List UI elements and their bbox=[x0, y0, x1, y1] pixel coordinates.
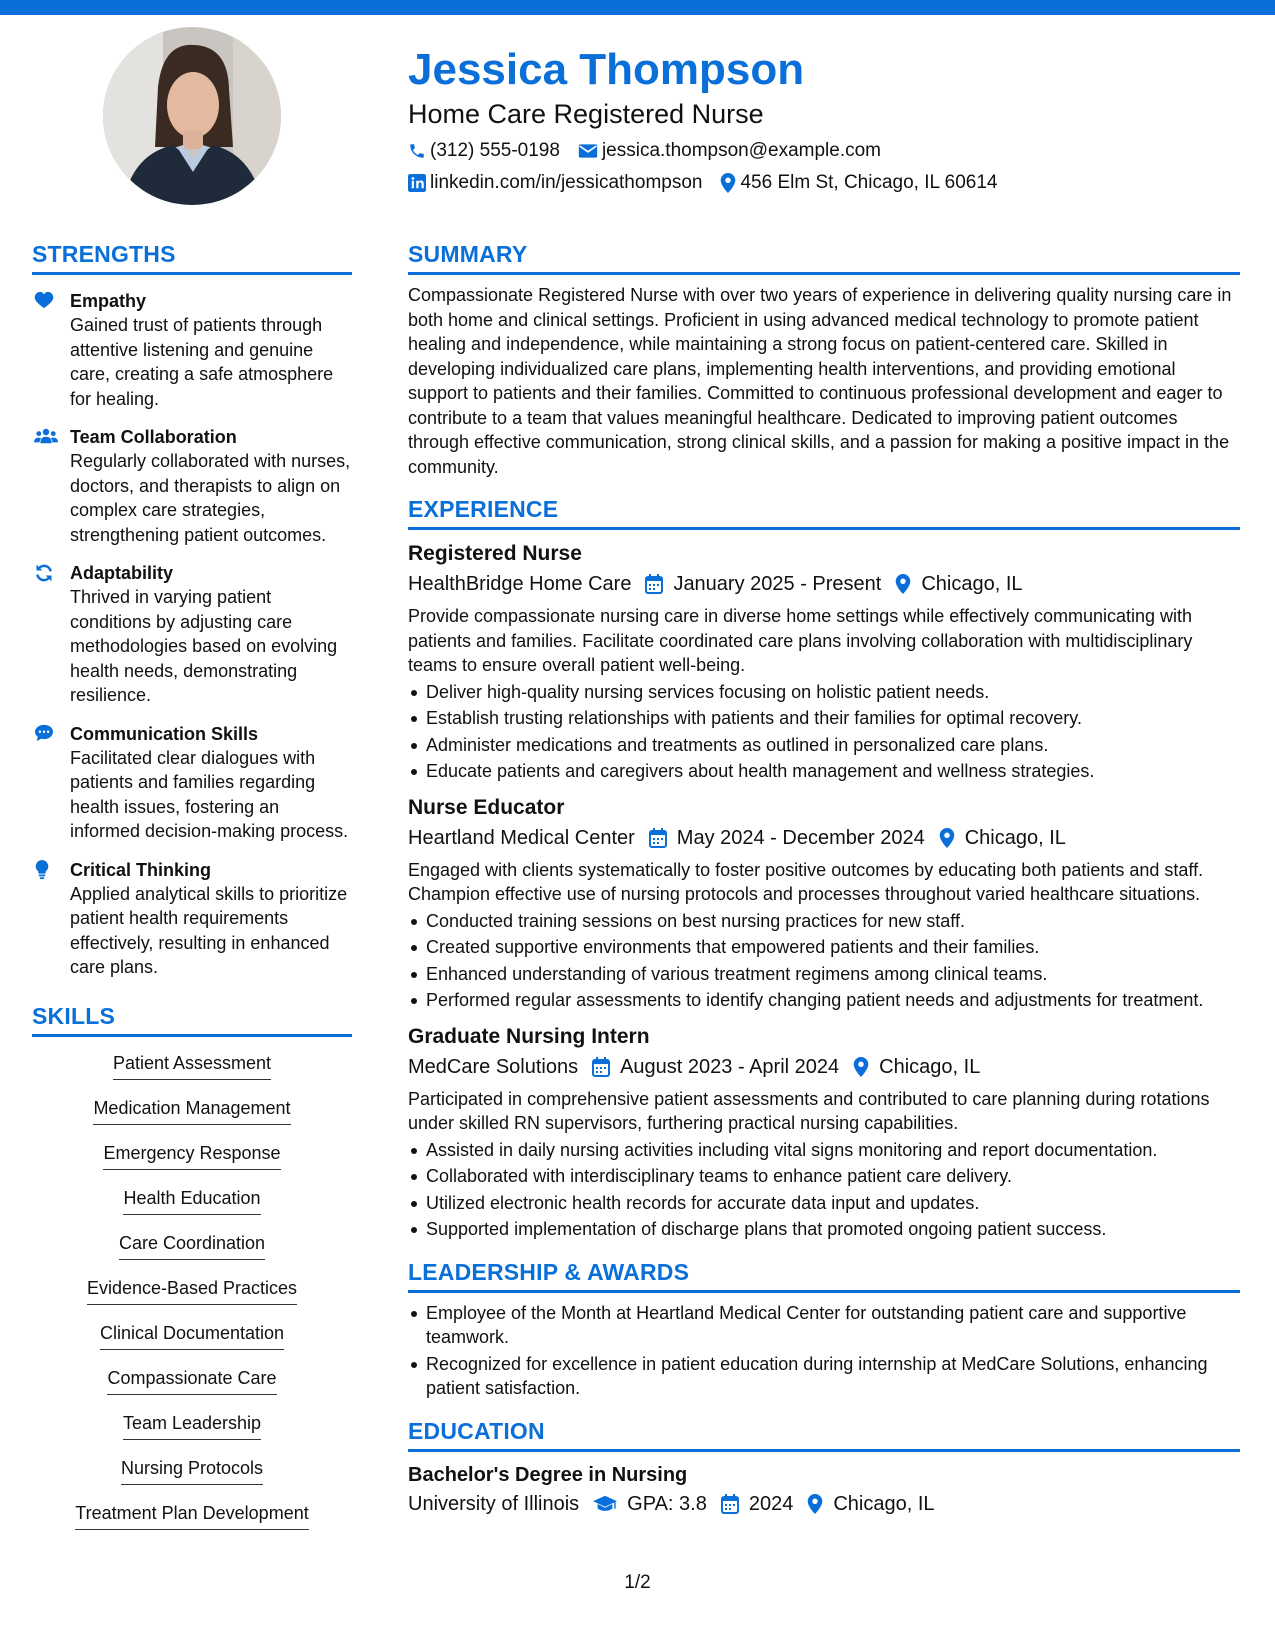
graduation-year: 2024 bbox=[748, 1492, 794, 1515]
bullet-item: Deliver high-quality nursing services focusing on holistic patient needs. bbox=[408, 680, 1240, 705]
gpa: GPA: 3.8 bbox=[627, 1492, 707, 1515]
heart-icon bbox=[34, 291, 54, 309]
company-name: MedCare Solutions bbox=[408, 1055, 579, 1078]
summary-heading: SUMMARY bbox=[408, 241, 528, 267]
job-bullets bbox=[408, 1138, 1240, 1242]
education-heading: EDUCATION bbox=[408, 1417, 545, 1444]
school-name: University of Illinois bbox=[408, 1492, 580, 1515]
candidate-name: Jessica Thompson bbox=[408, 45, 805, 94]
job-entry bbox=[408, 1023, 1240, 1242]
awards-section bbox=[408, 1258, 1240, 1401]
phone[interactable] bbox=[408, 139, 560, 163]
map-pin-icon bbox=[807, 1494, 823, 1514]
job-description: Provide compassionate nursing care in diverse home settings while effectively communicating with patients and families. Facilitate coordinated care plans involving collaboration with multidisciplinary teams to ensure overall patient well-being. bbox=[408, 606, 1193, 675]
job-meta bbox=[408, 1053, 1240, 1081]
job-location: Chicago, IL bbox=[921, 573, 1023, 595]
email[interactable] bbox=[578, 139, 881, 163]
experience-rule bbox=[408, 527, 1240, 530]
job-entry bbox=[408, 794, 1240, 1013]
bullet-item: Enhanced understanding of various treatment regimens among clinical teams. bbox=[408, 962, 1240, 987]
job-meta bbox=[408, 824, 1240, 852]
candidate-title: Home Care Registered Nurse bbox=[408, 99, 764, 129]
strengths-rule bbox=[32, 272, 352, 275]
bullet-item: Performed regular assessments to identify changing patient needs and adjustments for treatment. bbox=[408, 988, 1240, 1013]
profile-photo bbox=[103, 27, 281, 205]
phone-icon bbox=[408, 142, 426, 160]
strength-desc: Thrived in varying patient conditions by adjusting care methodologies based on evolving health needs, demonstrating resilience. bbox=[70, 587, 338, 705]
job-bullets bbox=[408, 909, 1240, 1013]
skills-list bbox=[32, 1051, 352, 1546]
strength-desc: Gained trust of patients through attentive listening and genuine care, creating a safe atmosphere for healing. bbox=[70, 315, 334, 409]
left-column bbox=[32, 240, 352, 1546]
summary-text: Compassionate Registered Nurse with over two years of experience in delivering quality nursing care in both home and clinical settings. Proficient in using advanced medical technology to promote patient healing and independence, while maintaining a strong focus on patient-centered care. Skilled in developing individualized care plans, implementing health interventions, and providing emotional support to patients and their families. Committed to continuous professional development and eager to contribute to a team that values meaningful healthcare. Dedicated to improving patient outcomes through effective communication, strong clinical skills, and a passion for making a positive impact in the community. bbox=[408, 285, 1232, 477]
job-dates: August 2023 - April 2024 bbox=[620, 1055, 840, 1078]
bullet-item: Utilized electronic health records for accurate data input and updates. bbox=[408, 1191, 1240, 1216]
top-accent-bar bbox=[0, 0, 1275, 15]
job-entry bbox=[408, 540, 1240, 784]
company-name: Heartland Medical Center bbox=[408, 826, 635, 849]
map-pin-icon bbox=[720, 173, 736, 193]
education-rule bbox=[408, 1449, 1240, 1452]
contact-row-1 bbox=[408, 139, 1238, 163]
education-location: Chicago, IL bbox=[833, 1492, 935, 1515]
chat-icon bbox=[34, 724, 54, 742]
summary-rule bbox=[408, 272, 1240, 275]
job-description: Participated in comprehensive patient assessments and contributed to care planning during rotations under skilled RN supervisors, furthering practical nursing capabilities. bbox=[408, 1088, 1210, 1133]
strength-title: Team Collaboration bbox=[70, 427, 237, 447]
lightbulb-icon bbox=[34, 860, 50, 880]
experience-heading: EXPERIENCE bbox=[408, 496, 559, 522]
address-text: 456 Elm St, Chicago, IL 60614 bbox=[740, 172, 998, 193]
education-section bbox=[408, 1417, 1240, 1518]
map-pin-icon bbox=[853, 1057, 869, 1077]
calendar-icon bbox=[649, 828, 667, 848]
skill-tag: Care Coordination bbox=[119, 1231, 265, 1260]
company-name: HealthBridge Home Care bbox=[408, 573, 632, 595]
strength-item bbox=[32, 425, 352, 547]
bullet-item: Collaborated with interdisciplinary teams to enhance patient care delivery. bbox=[408, 1164, 1240, 1189]
header bbox=[408, 43, 1238, 195]
skills-section bbox=[32, 1002, 352, 1546]
map-pin-icon bbox=[939, 828, 955, 848]
job-title: Nurse Educator bbox=[408, 795, 565, 819]
address bbox=[720, 171, 997, 195]
strength-desc: Applied analytical skills to prioritize patient health requirements effectively, resulting in enhanced care plans. bbox=[70, 883, 348, 977]
linkedin[interactable] bbox=[408, 171, 702, 195]
skill-tag: Patient Assessment bbox=[113, 1051, 271, 1080]
awards-rule bbox=[408, 1290, 1240, 1293]
strength-item bbox=[32, 561, 352, 708]
bullet-item: Administer medications and treatments as outlined in personalized care plans. bbox=[408, 733, 1240, 758]
job-dates: May 2024 - December 2024 bbox=[676, 826, 925, 849]
envelope-icon bbox=[578, 142, 598, 160]
bullet-item: Establish trusting relationships with patients and their families for optimal recovery. bbox=[408, 706, 1240, 731]
job-title: Registered Nurse bbox=[408, 542, 582, 565]
bullet-item: Educate patients and caregivers about health management and wellness strategies. bbox=[408, 759, 1240, 784]
skill-tag: Compassionate Care bbox=[107, 1366, 276, 1395]
calendar-icon bbox=[592, 1057, 610, 1077]
awards-heading: LEADERSHIP & AWARDS bbox=[408, 1258, 690, 1285]
job-dates: January 2025 - Present bbox=[673, 573, 882, 595]
strength-desc: Facilitated clear dialogues with patients and families regarding health issues, fostering an informed decision-making process. bbox=[70, 747, 349, 841]
education-meta bbox=[408, 1490, 1240, 1518]
strength-title: Adaptability bbox=[70, 563, 174, 583]
phone-text: (312) 555-0198 bbox=[430, 140, 560, 161]
skill-tag: Medication Management bbox=[93, 1096, 290, 1125]
skill-tag: Nursing Protocols bbox=[121, 1456, 263, 1485]
strength-item bbox=[32, 722, 352, 844]
strength-desc: Regularly collaborated with nurses, doctors, and therapists to align on complex care strategies, strengthening patient outcomes. bbox=[70, 451, 351, 545]
map-pin-icon bbox=[895, 574, 911, 594]
contact-row-2 bbox=[408, 171, 1238, 195]
linkedin-text: linkedin.com/in/jessicathompson bbox=[430, 172, 703, 193]
skill-tag: Clinical Documentation bbox=[100, 1321, 284, 1350]
job-meta bbox=[408, 570, 1240, 598]
skills-rule bbox=[32, 1034, 352, 1037]
degree-title: Bachelor's Degree in Nursing bbox=[408, 1463, 688, 1486]
calendar-icon bbox=[721, 1494, 739, 1514]
strength-title: Critical Thinking bbox=[70, 859, 212, 880]
strength-item bbox=[32, 858, 352, 980]
job-location: Chicago, IL bbox=[964, 826, 1066, 849]
bullet-item: Created supportive environments that empowered patients and their families. bbox=[408, 935, 1240, 960]
skill-tag: Evidence-Based Practices bbox=[87, 1276, 297, 1305]
awards-list bbox=[408, 1301, 1240, 1401]
strength-title: Communication Skills bbox=[70, 723, 259, 744]
strength-title: Empathy bbox=[70, 291, 147, 311]
refresh-icon bbox=[34, 563, 54, 583]
skill-tag: Treatment Plan Development bbox=[75, 1501, 308, 1530]
graduation-cap-icon bbox=[593, 1495, 617, 1513]
award-item: Recognized for excellence in patient education during internship at MedCare Solutions, enhancing patient satisfaction. bbox=[408, 1352, 1240, 1401]
skill-tag: Emergency Response bbox=[103, 1141, 280, 1170]
email-text: jessica.thompson@example.com bbox=[601, 140, 882, 161]
award-item: Employee of the Month at Heartland Medical Center for outstanding patient care and supportive teamwork. bbox=[408, 1301, 1240, 1350]
job-bullets bbox=[408, 680, 1240, 784]
page-number: 1/2 bbox=[624, 1572, 651, 1593]
experience-section bbox=[408, 495, 1240, 1242]
strengths-heading: STRENGTHS bbox=[32, 241, 176, 267]
job-title: Graduate Nursing Intern bbox=[408, 1024, 650, 1048]
job-location: Chicago, IL bbox=[879, 1055, 981, 1078]
skills-heading: SKILLS bbox=[32, 1002, 115, 1029]
bullet-item: Supported implementation of discharge plans that promoted ongoing patient success. bbox=[408, 1217, 1240, 1242]
job-description: Engaged with clients systematically to foster positive outcomes by educating both patients and staff. Champion effective use of nursing protocols and processes throughout varied healthcare situations. bbox=[408, 859, 1204, 904]
skill-tag: Health Education bbox=[123, 1186, 260, 1215]
linkedin-icon bbox=[408, 174, 426, 192]
calendar-icon bbox=[645, 574, 663, 594]
bullet-item: Conducted training sessions on best nursing practices for new staff. bbox=[408, 909, 1240, 934]
bullet-item: Assisted in daily nursing activities including vital signs monitoring and report documentation. bbox=[408, 1138, 1240, 1163]
right-column bbox=[408, 240, 1240, 1518]
skill-tag: Team Leadership bbox=[123, 1411, 261, 1440]
strength-item bbox=[32, 289, 352, 411]
users-icon bbox=[34, 427, 58, 445]
